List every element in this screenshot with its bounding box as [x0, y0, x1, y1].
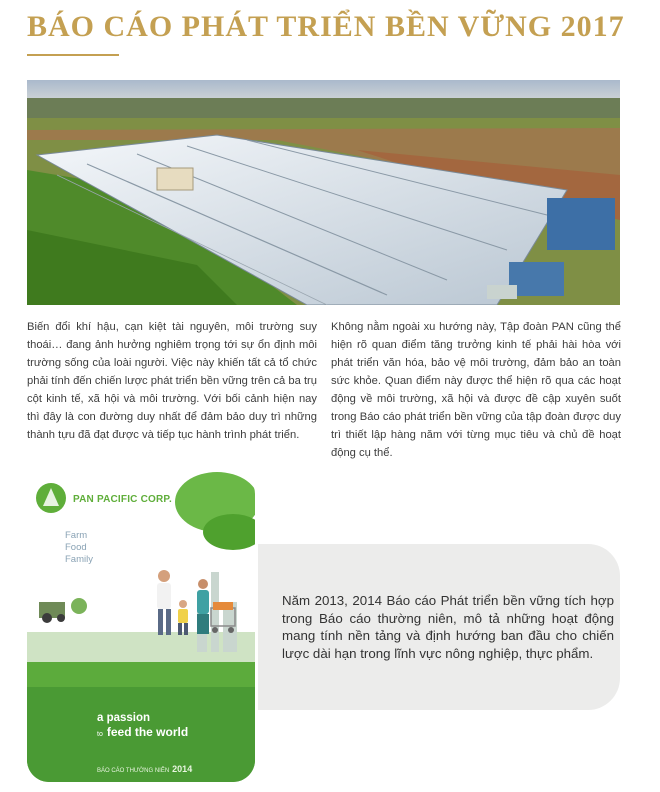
- pan-logo-text: PAN: [45, 513, 57, 519]
- title-underline: [27, 54, 119, 56]
- cover-year-block: [97, 764, 192, 774]
- intro-paragraph-left: Biến đổi khí hậu, cạn kiệt tài nguyên, môi trường suy thoái… đang ảnh hưởng nghiêm trọng tới sự ổn định môi trường sống của loài người. Việc này khiến tất cả tổ chức phải tính đến chiến lược phát triển bền vững trên cả ba trụ cột kinh tế, xã hội và môi trường. Với bối cảnh hiện nay thì đây là con đường duy nhất để đảm bảo duy trì những thành tựu đã đạt được và tiếp tục hành trình phát triển.: [27, 321, 317, 441]
- intro-paragraph-right: Không nằm ngoài xu hướng này, Tập đoàn PAN cũng thể hiện rõ quan điểm tăng trưởng kinh tế phải hài hòa với phát triển văn hóa, bảo vệ môi trường, đảm bảo an toàn sức khỏe. Quan điểm này được thể hiện rõ qua các hoạt động về môi trường, xã hội và được đề cập xuyên suốt trong Báo cáo phát triển bền vững của tập đoàn được duy trì thiết lập hàng năm với từng mục tiêu và chủ đề hoạt động cụ thể.: [331, 321, 621, 459]
- cover-food: Food: [65, 542, 87, 553]
- history-callout-text: Năm 2013, 2014 Báo cáo Phát triển bền vững tích hợp trong Báo cáo thường niên, mô tả những hoạt động mang tính nền tảng và định hướng ban đầu cho chiến lược dài hạn trong lĩnh vực nông nghiệp, thực phẩm.: [282, 593, 614, 661]
- cover-tagline-world: feed the world: [106, 725, 189, 739]
- annual-report-cover: [27, 472, 255, 782]
- cover-farm: Farm: [65, 530, 88, 541]
- cover-year: 2014: [172, 764, 193, 774]
- history-callout-box: [258, 544, 620, 710]
- pan-logo-icon: [36, 483, 66, 513]
- cover-tagline-feed: [97, 725, 188, 739]
- cover-tagline-passion: a passion: [97, 712, 151, 724]
- cover-year-label: BÁO CÁO THƯỜNG NIÊN: [97, 768, 170, 774]
- cover-family: Family: [65, 554, 93, 565]
- greenhouse-aerial-photo: [27, 80, 620, 305]
- page-title: BÁO CÁO PHÁT TRIỂN BỀN VỮNG 2017: [27, 10, 625, 43]
- cover-brand-name: PAN PACIFIC CORP.: [73, 494, 172, 505]
- cover-tagline-to: to: [97, 731, 103, 738]
